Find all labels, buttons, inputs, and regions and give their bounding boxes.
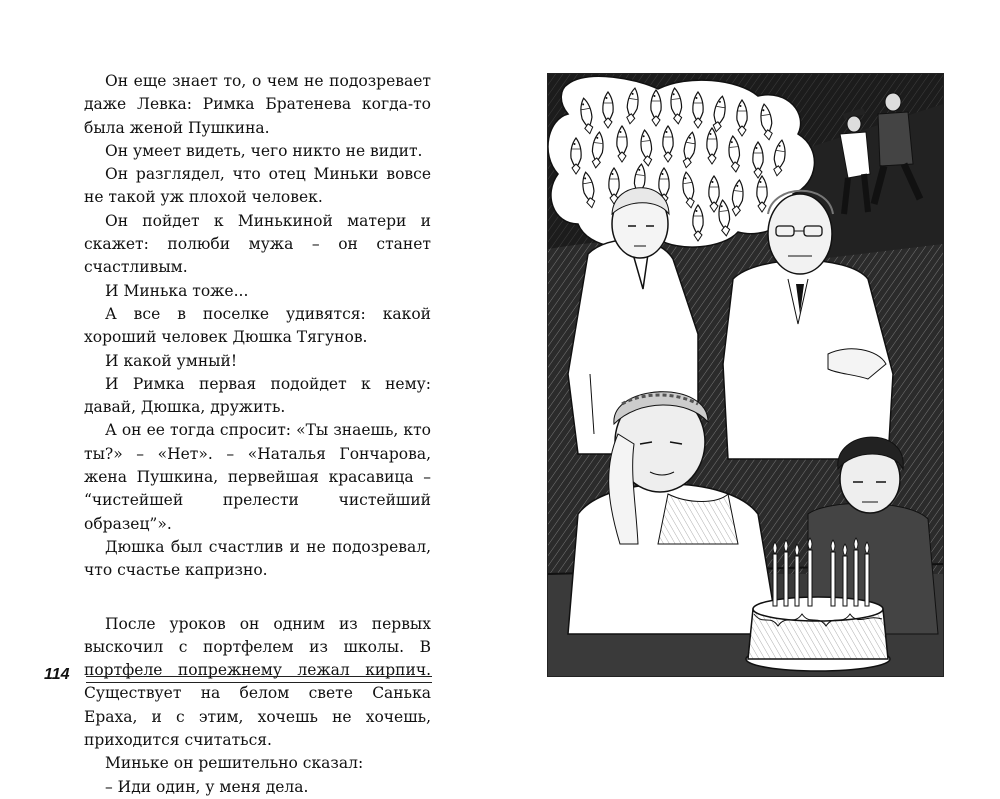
paragraph: И Минька тоже... [105,281,249,300]
paragraph: После уроков он одним из первых выскочил с портфелем из школы. В портфеле попрежнему лежал кирпич. Существует на белом свете Санька Ераха, и с этим, хочешь не хочешь, приходится считаться. [84,614,431,750]
folio-rule [86,676,432,683]
paragraph: Дюшка был счастлив и не подозревал, что счастье капризно. [84,537,431,580]
paragraph: Миньке он решительно сказал: [105,754,364,773]
paragraph: А все в поселке удивятся: какой хороший человек Дюшка Тягунов. [84,304,431,347]
illustration [547,73,944,677]
paragraph: Он еще знает то, о чем не подозревает даже Левка: Римка Братенева когда-то была женой Пушкина. [84,72,431,137]
illustration-drawing [548,74,943,676]
text-column [84,70,431,799]
paragraph: И какой умный! [105,351,238,370]
paragraph: Он пойдет к Минькиной матери и скажет: полюби мужа – он станет счастливым. [84,211,431,277]
paragraph: А он ее тогда спросит: «Ты знаешь, кто ты?» – «Нет». – «Наталья Гончарова, жена Пушкина, первейшая красавица – “чистейшей прелести чистейший образец”». [84,421,431,533]
page-number: 114 [44,666,70,683]
paragraph: – Иди один, у меня дела. [105,777,309,796]
paragraph: Он умеет видеть, чего никто не видит. [105,141,423,160]
section-break [84,583,431,613]
paragraph: Он разглядел, что отец Миньки вовсе не такой уж плохой человек. [84,165,431,207]
paragraph: И Римка первая подойдет к нему: давай, Дюшка, дружить. [84,374,431,417]
